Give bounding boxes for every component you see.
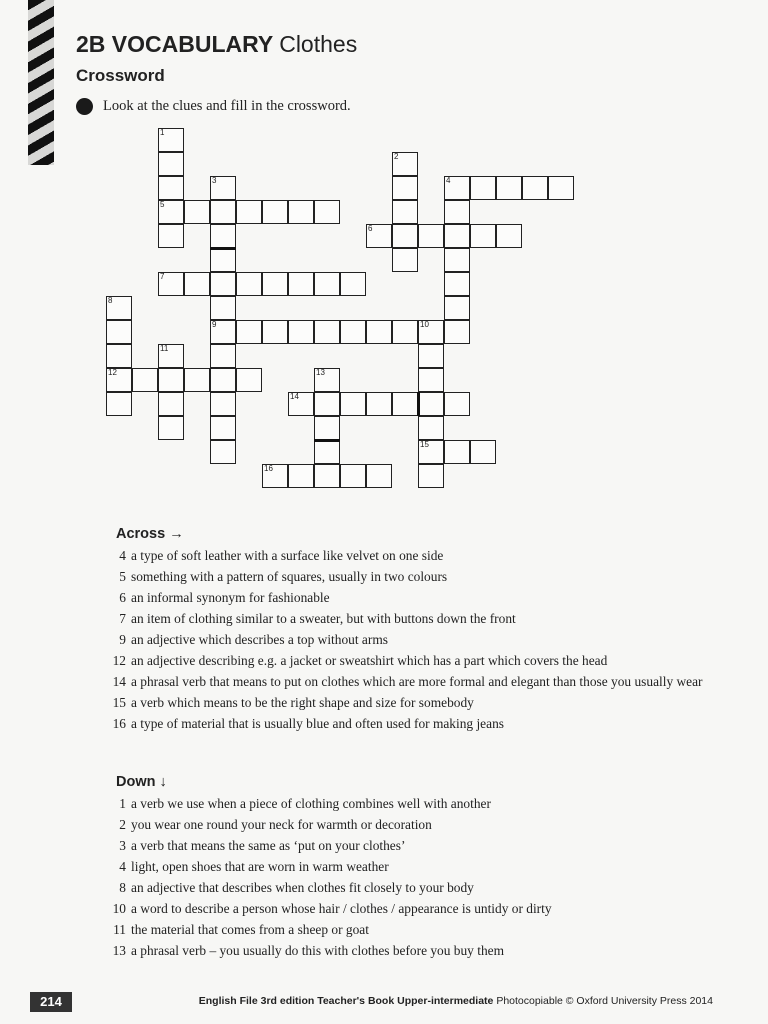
crossword-cell bbox=[366, 392, 392, 416]
crossword-cell bbox=[262, 320, 288, 344]
clue-text: a type of soft leather with a surface like velvet on one side bbox=[131, 548, 444, 563]
crossword-cell bbox=[444, 440, 470, 464]
crossword-cell bbox=[288, 200, 314, 224]
crossword-cell bbox=[288, 392, 314, 416]
clue-number: 5 bbox=[119, 569, 126, 584]
crossword-cell bbox=[418, 224, 444, 248]
page-number: 214 bbox=[30, 992, 72, 1012]
clue-number: 6 bbox=[119, 590, 126, 605]
crossword-cell bbox=[314, 392, 340, 416]
clue-number: 15 bbox=[420, 440, 429, 449]
crossword-cell bbox=[548, 176, 574, 200]
clue-number: 1 bbox=[119, 796, 126, 811]
clue-number: 11 bbox=[160, 344, 169, 353]
crossword-cell bbox=[392, 248, 418, 272]
crossword-cell bbox=[418, 392, 444, 416]
crossword-cell bbox=[496, 176, 522, 200]
clue-number: 6 bbox=[368, 224, 373, 233]
crossword-cell bbox=[444, 272, 470, 296]
clue-number: 13 bbox=[112, 943, 126, 958]
crossword-cell bbox=[184, 272, 210, 296]
crossword-cell bbox=[522, 176, 548, 200]
crossword-cell bbox=[262, 272, 288, 296]
down-clue bbox=[104, 922, 714, 938]
crossword-cell bbox=[288, 320, 314, 344]
crossword-cell bbox=[444, 392, 470, 416]
crossword-cell bbox=[470, 224, 496, 248]
down-clue-list bbox=[104, 796, 714, 959]
clue-number: 2 bbox=[394, 152, 399, 161]
across-clue bbox=[104, 611, 714, 627]
crossword-cell bbox=[418, 344, 444, 368]
clue-text: an adjective which describes a top without arms bbox=[131, 632, 388, 647]
book-title: English File 3rd edition Teacher's Book Upper-intermediate bbox=[198, 995, 494, 1007]
clue-text: an item of clothing similar to a sweater, but with buttons down the front bbox=[131, 611, 516, 626]
down-heading: Down ↓ bbox=[116, 774, 167, 790]
crossword-cell bbox=[340, 320, 366, 344]
crossword-cell bbox=[314, 200, 340, 224]
crossword-cell bbox=[444, 248, 470, 272]
clue-number: 5 bbox=[160, 200, 165, 209]
crossword-cell bbox=[314, 368, 340, 392]
crossword-cell bbox=[210, 416, 236, 440]
clue-number: 10 bbox=[420, 320, 429, 329]
crossword-cell bbox=[444, 200, 470, 224]
crossword-cell bbox=[106, 392, 132, 416]
page-subtitle: Crossword bbox=[76, 66, 165, 85]
clue-number: 15 bbox=[112, 695, 126, 710]
clue-number: 3 bbox=[119, 838, 126, 853]
clue-text: a verb we use when a piece of clothing combines well with another bbox=[131, 796, 491, 811]
crossword-cell bbox=[158, 368, 184, 392]
clue-number: 12 bbox=[108, 368, 117, 377]
clue-number: 1 bbox=[160, 128, 165, 137]
clue-number: 2 bbox=[119, 817, 126, 832]
clue-text: a verb that means the same as ‘put on your clothes’ bbox=[131, 838, 406, 853]
clue-number: 11 bbox=[113, 922, 126, 937]
clue-number: 8 bbox=[119, 880, 126, 895]
crossword-cell bbox=[418, 368, 444, 392]
crossword-cell bbox=[392, 152, 418, 176]
crossword-cell bbox=[314, 320, 340, 344]
crossword-cell bbox=[210, 248, 236, 272]
crossword-cell bbox=[444, 224, 470, 248]
crossword-cell bbox=[444, 296, 470, 320]
crossword-cell bbox=[158, 224, 184, 248]
crossword-cell bbox=[392, 320, 418, 344]
crossword-cell bbox=[210, 320, 236, 344]
across-clue bbox=[104, 569, 714, 585]
crossword-cell bbox=[236, 200, 262, 224]
clue-number: 14 bbox=[112, 674, 126, 689]
across-heading: Across → bbox=[116, 526, 184, 542]
footer-text bbox=[199, 995, 713, 1007]
word-separator-bar bbox=[417, 392, 420, 416]
down-clue bbox=[104, 817, 714, 833]
crossword-cell bbox=[158, 392, 184, 416]
crossword-cell bbox=[314, 440, 340, 464]
crossword-cell bbox=[106, 320, 132, 344]
crossword-cell bbox=[132, 368, 158, 392]
clue-number: 13 bbox=[316, 368, 325, 377]
instruction-text: Look at the clues and fill in the crossword. bbox=[103, 98, 351, 114]
crossword-cell bbox=[106, 296, 132, 320]
crossword-cell bbox=[158, 416, 184, 440]
crossword-cell bbox=[314, 416, 340, 440]
crossword-cell bbox=[392, 392, 418, 416]
crossword-cell bbox=[444, 176, 470, 200]
crossword-cell bbox=[158, 176, 184, 200]
crossword-cell bbox=[262, 200, 288, 224]
down-clue bbox=[104, 796, 714, 812]
crossword-cell bbox=[158, 344, 184, 368]
across-clue bbox=[104, 590, 714, 606]
across-clue bbox=[104, 695, 714, 711]
clue-text: you wear one round your neck for warmth or decoration bbox=[131, 817, 432, 832]
down-clue bbox=[104, 838, 714, 854]
word-separator-bar bbox=[314, 439, 340, 442]
crossword-cell bbox=[236, 272, 262, 296]
page-footer bbox=[0, 992, 768, 1012]
crossword-cell bbox=[158, 152, 184, 176]
across-clues bbox=[104, 526, 714, 737]
crossword-cell bbox=[184, 368, 210, 392]
down-clue bbox=[104, 859, 714, 875]
crossword-cell bbox=[210, 272, 236, 296]
crossword-cell bbox=[366, 320, 392, 344]
crossword-cell bbox=[210, 176, 236, 200]
clue-text: light, open shoes that are worn in warm weather bbox=[131, 859, 389, 874]
clue-text: a verb which means to be the right shape and size for somebody bbox=[131, 695, 474, 710]
crossword-cell bbox=[340, 464, 366, 488]
down-clues bbox=[104, 774, 714, 964]
crossword-cell bbox=[262, 464, 288, 488]
copyright: Photocopiable © Oxford University Press 2014 bbox=[496, 995, 713, 1007]
crossword-cell bbox=[418, 416, 444, 440]
subject-label: Clothes bbox=[279, 31, 358, 57]
crossword-cell bbox=[210, 368, 236, 392]
clue-text: a phrasal verb – you usually do this with clothes before you buy them bbox=[131, 943, 505, 958]
crossword-cell bbox=[236, 320, 262, 344]
crossword-cell bbox=[288, 464, 314, 488]
clue-number: 16 bbox=[112, 716, 126, 731]
clue-number: 4 bbox=[119, 548, 126, 563]
down-clue bbox=[104, 880, 714, 896]
crossword-cell bbox=[470, 176, 496, 200]
down-clue bbox=[104, 901, 714, 917]
crossword-cell bbox=[158, 128, 184, 152]
crossword-cell bbox=[418, 320, 444, 344]
crossword-cell bbox=[210, 392, 236, 416]
clue-number: 8 bbox=[108, 296, 113, 305]
crossword-cell bbox=[210, 296, 236, 320]
clue-number: 10 bbox=[112, 901, 126, 916]
crossword-cell bbox=[106, 344, 132, 368]
crossword-cell bbox=[418, 464, 444, 488]
crossword-cell bbox=[392, 224, 418, 248]
clue-number: 4 bbox=[446, 176, 451, 185]
clue-text: an informal synonym for fashionable bbox=[131, 590, 330, 605]
crossword-cell bbox=[392, 176, 418, 200]
word-separator-bar bbox=[210, 247, 236, 250]
clue-number: 4 bbox=[119, 859, 126, 874]
across-clue bbox=[104, 674, 714, 690]
crossword-cell bbox=[470, 440, 496, 464]
crossword-cell bbox=[444, 320, 470, 344]
crossword-cell bbox=[314, 272, 340, 296]
crossword-cell bbox=[366, 464, 392, 488]
clue-text: a type of material that is usually blue and often used for making jeans bbox=[131, 716, 504, 731]
crossword-cell bbox=[210, 344, 236, 368]
clue-number: 3 bbox=[212, 176, 217, 185]
crossword-cell bbox=[210, 200, 236, 224]
crossword-cell bbox=[106, 368, 132, 392]
section-label: 2B VOCABULARY bbox=[76, 31, 273, 57]
clue-text: a word to describe a person whose hair / clothes / appearance is untidy or dirty bbox=[131, 901, 552, 916]
clue-text: something with a pattern of squares, usually in two colours bbox=[131, 569, 448, 584]
crossword-cell bbox=[314, 464, 340, 488]
crossword-cell bbox=[184, 200, 210, 224]
crossword-cell bbox=[392, 200, 418, 224]
crossword-cell bbox=[496, 224, 522, 248]
across-clue bbox=[104, 653, 714, 669]
clue-number: 9 bbox=[212, 320, 217, 329]
crossword-cell bbox=[210, 440, 236, 464]
clue-number: 16 bbox=[264, 464, 273, 473]
crossword-cell bbox=[340, 392, 366, 416]
across-clue bbox=[104, 716, 714, 732]
clue-text: the material that comes from a sheep or goat bbox=[131, 922, 369, 937]
crossword-cell bbox=[340, 272, 366, 296]
clue-number: 7 bbox=[160, 272, 165, 281]
across-clue bbox=[104, 548, 714, 564]
clue-number: 14 bbox=[290, 392, 299, 401]
across-clue-list bbox=[104, 548, 714, 732]
crossword-cell bbox=[288, 272, 314, 296]
clue-text: an adjective that describes when clothes fit closely to your body bbox=[131, 880, 474, 895]
clue-number: 9 bbox=[119, 632, 126, 647]
clue-text: a phrasal verb that means to put on clothes which are more formal and elegant than those you usually wear bbox=[131, 674, 703, 689]
crossword-cell bbox=[236, 368, 262, 392]
down-clue bbox=[104, 943, 714, 959]
crossword-cell bbox=[210, 224, 236, 248]
crossword-cell bbox=[366, 224, 392, 248]
crossword-cell bbox=[418, 440, 444, 464]
clue-number: 7 bbox=[119, 611, 126, 626]
across-clue bbox=[104, 632, 714, 648]
crossword-cell bbox=[158, 200, 184, 224]
clue-number: 12 bbox=[112, 653, 126, 668]
clue-text: an adjective describing e.g. a jacket or sweatshirt which has a part which covers the head bbox=[131, 653, 608, 668]
crossword-cell bbox=[158, 272, 184, 296]
